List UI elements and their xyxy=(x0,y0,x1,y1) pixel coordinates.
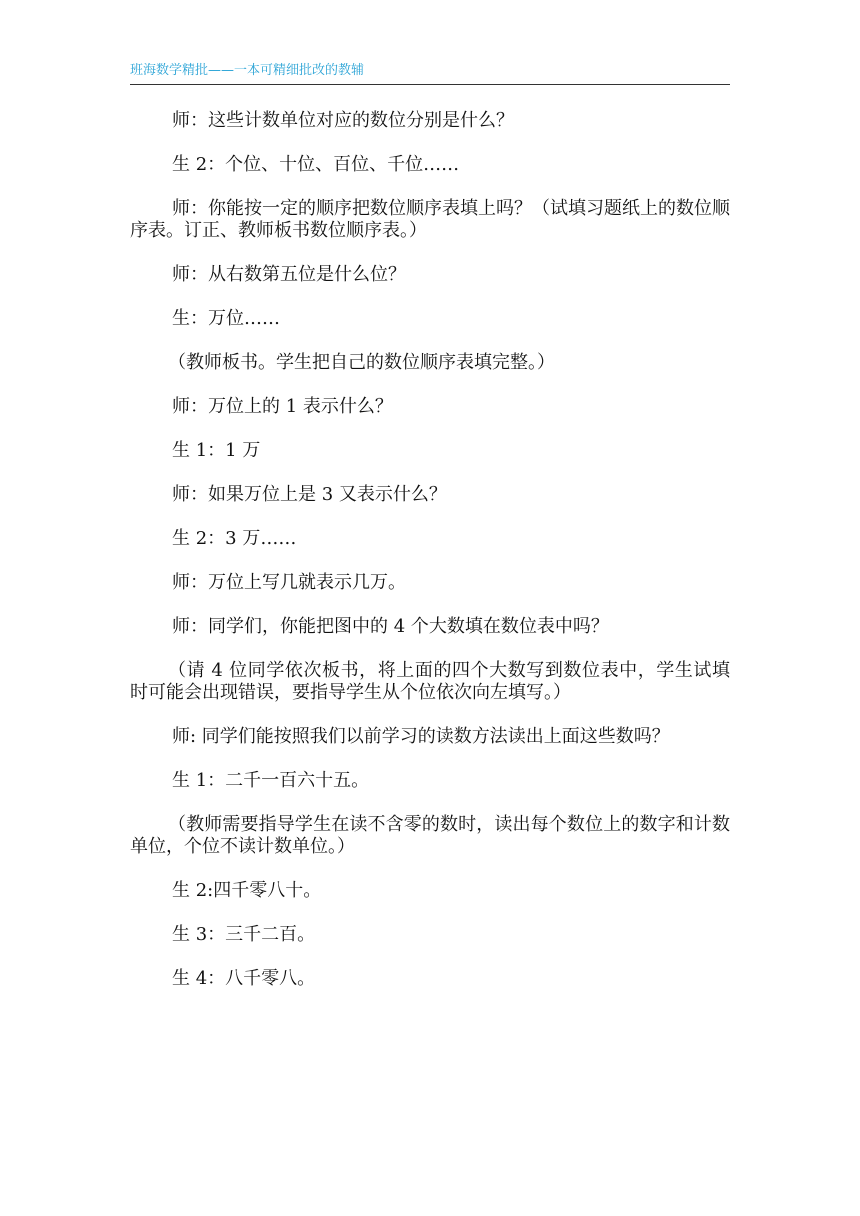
paragraph: 师：万位上写几就表示几万。 xyxy=(172,572,406,593)
paragraph: 生：万位…… xyxy=(172,308,280,329)
header-title: 班海数学精批——一本可精细批改的教辅 xyxy=(130,63,365,78)
paragraph: 生 2：3 万…… xyxy=(172,528,297,549)
paragraph: （请 4 位同学依次板书，将上面的四个大数写到数位表中，学生试填时可能会出现错误，要指导学生从个位依次向左填写。） xyxy=(130,660,730,703)
paragraph: 生 4：八千零八。 xyxy=(172,968,316,989)
paragraph: 师：你能按一定的顺序把数位顺序表填上吗？（试填习题纸上的数位顺序表。订正、教师板书数位顺序表。） xyxy=(130,198,730,241)
paragraph: （教师需要指导学生在读不含零的数时，读出每个数位上的数字和计数单位，个位不读计数单位。） xyxy=(130,814,730,857)
paragraph: 师：同学们，你能把图中的 4 个大数填在数位表中吗？ xyxy=(172,616,609,637)
paragraph: 师：这些计数单位对应的数位分别是什么？ xyxy=(172,110,514,131)
paragraph: 生 2：个位、十位、百位、千位…… xyxy=(172,154,460,175)
paragraph: 生 1：1 万 xyxy=(172,440,261,461)
page-header xyxy=(130,62,730,85)
paragraph: 生 3：三千二百。 xyxy=(172,924,316,945)
paragraph: 师: 同学们能按照我们以前学习的读数方法读出上面这些数吗？ xyxy=(172,726,670,747)
paragraph: （教师板书。学生把自己的数位顺序表填完整。） xyxy=(168,352,555,373)
paragraph: 师：从右数第五位是什么位？ xyxy=(172,264,406,285)
document-body xyxy=(130,110,730,1012)
paragraph: 师：如果万位上是 3 又表示什么？ xyxy=(172,484,447,505)
paragraph: 师：万位上的 1 表示什么？ xyxy=(172,396,393,417)
paragraph: 生 1：二千一百六十五。 xyxy=(172,770,370,791)
paragraph: 生 2:四千零八十。 xyxy=(172,880,322,901)
